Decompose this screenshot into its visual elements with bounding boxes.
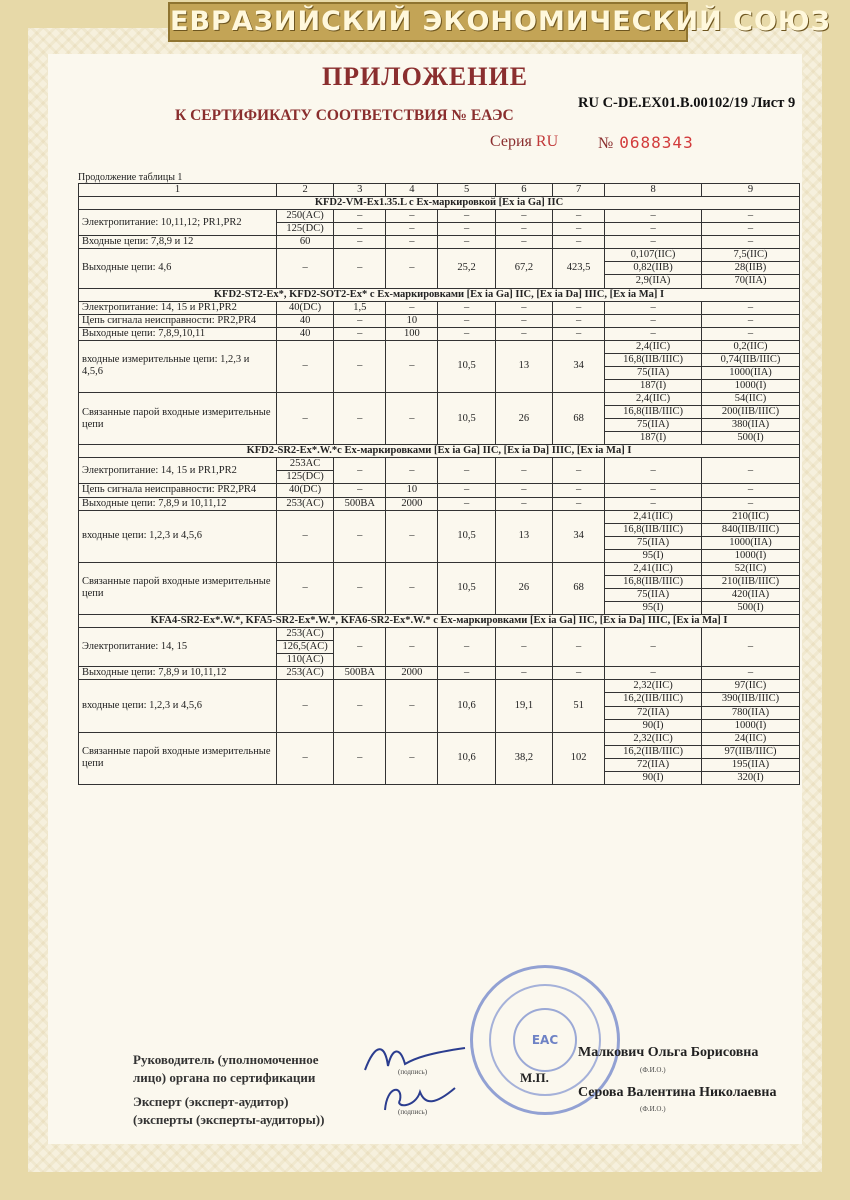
table-cell: – — [605, 210, 702, 223]
table-cell: 2,41(IIC) — [605, 510, 702, 523]
table-cell: 10 — [386, 314, 438, 327]
table-caption: Продолжение таблицы 1 — [78, 172, 183, 183]
table-cell: 0,74(IIB/IIIC) — [702, 353, 800, 366]
table-cell: – — [438, 497, 495, 510]
table-cell: 420(IIA) — [702, 588, 800, 601]
row-label: Связанные парой входные измерительные цепи — [79, 393, 277, 445]
table-cell: – — [334, 393, 386, 445]
table-cell: – — [495, 667, 552, 680]
table-cell: – — [605, 628, 702, 667]
table-row — [79, 301, 800, 314]
table-cell: 13 — [495, 510, 552, 562]
table-cell: – — [702, 667, 800, 680]
table-cell: – — [334, 510, 386, 562]
table-cell: 1000(IIA) — [702, 366, 800, 379]
table-cell: – — [495, 223, 552, 236]
table-cell: 253(AC) — [276, 497, 333, 510]
table-row — [79, 628, 800, 641]
table-cell: 25,2 — [438, 249, 495, 288]
table-cell: 380(IIA) — [702, 419, 800, 432]
table-row — [79, 249, 800, 262]
table-cell: 0,107(IIC) — [605, 249, 702, 262]
table-cell: 10 — [386, 484, 438, 497]
table-cell: – — [438, 314, 495, 327]
table-cell: – — [386, 393, 438, 445]
table-cell: – — [334, 327, 386, 340]
table-cell: 70(IIA) — [702, 275, 800, 288]
table-cell: 40 — [276, 327, 333, 340]
row-label: Электропитание: 10,11,12; PR1,PR2 — [79, 210, 277, 236]
table-cell: 200(IIB/IIIC) — [702, 406, 800, 419]
head-name: Малкович Ольга Борисовна — [578, 1045, 759, 1060]
number-label: № — [598, 135, 614, 152]
column-header-6: 6 — [495, 184, 552, 197]
table-cell: – — [438, 301, 495, 314]
table-cell: 16,8(IIB/IIIC) — [605, 353, 702, 366]
table-cell: – — [702, 484, 800, 497]
certificate-number: RU C-DE.EX01.B.00102/19 Лист 9 — [578, 95, 796, 111]
table-cell: 390(IIB/IIIC) — [702, 693, 800, 706]
table-cell: 90(I) — [605, 771, 702, 784]
table-row — [79, 393, 800, 406]
table-cell: – — [334, 340, 386, 392]
table-cell: – — [334, 210, 386, 223]
table-cell: 7,5(IIC) — [702, 249, 800, 262]
expert-signature-label — [133, 1093, 324, 1128]
table-cell: 40 — [276, 314, 333, 327]
table-cell: 26 — [495, 393, 552, 445]
table-cell: – — [334, 314, 386, 327]
expert-label-line-2: (эксперты (эксперты-аудиторы)) — [133, 1111, 325, 1127]
table-cell: 16,8(IIB/IIIC) — [605, 523, 702, 536]
column-header-5: 5 — [438, 184, 495, 197]
table-cell: – — [495, 314, 552, 327]
table-cell: – — [276, 732, 333, 784]
table-cell: 1000(I) — [702, 379, 800, 392]
table-cell: – — [553, 236, 605, 249]
table-cell: 1000(I) — [702, 549, 800, 562]
table-cell: 210(IIC) — [702, 510, 800, 523]
table-cell: – — [386, 628, 438, 667]
table-cell: – — [334, 680, 386, 732]
table-cell: – — [334, 562, 386, 614]
device-group-title: KFD2-VM-Ex1.35.L с Ex-маркировкой [Ex ia Ga] IIC — [79, 197, 800, 210]
table-row — [79, 484, 800, 497]
table-cell: – — [495, 210, 552, 223]
table-cell: 16,8(IIB/IIIC) — [605, 406, 702, 419]
table-cell: 2000 — [386, 667, 438, 680]
group-row — [79, 197, 800, 210]
table-cell: – — [605, 667, 702, 680]
table-cell: 72(IIA) — [605, 758, 702, 771]
table-cell: 195(IIA) — [702, 758, 800, 771]
column-header-1: 1 — [79, 184, 277, 197]
table-cell: – — [605, 327, 702, 340]
table-cell: – — [702, 314, 800, 327]
table-cell: 26 — [495, 562, 552, 614]
table-cell: – — [386, 236, 438, 249]
table-cell: 320(I) — [702, 771, 800, 784]
table-cell: – — [553, 667, 605, 680]
row-label: Электропитание: 14, 15 — [79, 628, 277, 667]
table-cell: – — [495, 458, 552, 484]
table-row — [79, 327, 800, 340]
column-header-7: 7 — [553, 184, 605, 197]
table-cell: 253AC — [276, 458, 333, 471]
table-cell: 40(DC) — [276, 301, 333, 314]
table-cell: – — [605, 484, 702, 497]
table-cell: 500BA — [334, 667, 386, 680]
table-cell: – — [276, 393, 333, 445]
table-cell: 38,2 — [495, 732, 552, 784]
series-value: RU — [535, 133, 559, 150]
table-cell: – — [553, 223, 605, 236]
number-value: 0688343 — [619, 133, 694, 152]
table-cell: – — [553, 497, 605, 510]
table-cell: 210(IIB/IIIC) — [702, 575, 800, 588]
table-cell: 10,6 — [438, 732, 495, 784]
table-cell: – — [334, 628, 386, 667]
table-row — [79, 497, 800, 510]
table-cell: 68 — [553, 562, 605, 614]
table-cell: 187(I) — [605, 379, 702, 392]
table-cell: 500BA — [334, 497, 386, 510]
table-cell: – — [702, 301, 800, 314]
table-cell: 423,5 — [553, 249, 605, 288]
table-cell: 250(AC) — [276, 210, 333, 223]
head-signature-caption: (подпись) — [398, 1068, 428, 1076]
table-cell: 2000 — [386, 497, 438, 510]
row-label: Выходные цепи: 7,8,9 и 10,11,12 — [79, 497, 277, 510]
row-label: Цепь сигнала неисправности: PR2,PR4 — [79, 484, 277, 497]
table-cell: – — [702, 236, 800, 249]
table-cell: 126,5(AC) — [276, 641, 333, 654]
group-row — [79, 445, 800, 458]
table-cell: – — [334, 236, 386, 249]
table-cell: – — [334, 458, 386, 484]
table-cell: 54(IIC) — [702, 393, 800, 406]
table-cell: – — [605, 314, 702, 327]
table-cell: 500(I) — [702, 602, 800, 615]
stamp-core: EAC — [513, 1008, 577, 1072]
table-cell: – — [438, 628, 495, 667]
table-cell: 67,2 — [495, 249, 552, 288]
group-row — [79, 288, 800, 301]
table-cell: – — [553, 484, 605, 497]
table-cell: – — [438, 484, 495, 497]
table-cell: 90(I) — [605, 719, 702, 732]
row-label: входные цепи: 1,2,3 и 4,5,6 — [79, 510, 277, 562]
table-cell: – — [495, 236, 552, 249]
table-row — [79, 562, 800, 575]
table-cell: – — [386, 562, 438, 614]
table-cell: 34 — [553, 510, 605, 562]
table-cell: 2,32(IIC) — [605, 732, 702, 745]
table-cell: 2,4(IIC) — [605, 393, 702, 406]
row-label: Связанные парой входные измерительные цепи — [79, 732, 277, 784]
table-cell: 110(AC) — [276, 654, 333, 667]
table-cell: 125(DC) — [276, 223, 333, 236]
table-cell: – — [386, 210, 438, 223]
table-cell: – — [276, 680, 333, 732]
table-cell: – — [386, 249, 438, 288]
table-cell: 2,4(IIC) — [605, 340, 702, 353]
row-label: Цепь сигнала неисправности: PR2,PR4 — [79, 314, 277, 327]
table-cell: – — [553, 628, 605, 667]
table-row — [79, 667, 800, 680]
table-cell: – — [276, 562, 333, 614]
table-cell: 10,5 — [438, 340, 495, 392]
table-cell: 100 — [386, 327, 438, 340]
table-cell: – — [438, 210, 495, 223]
table-cell: – — [702, 327, 800, 340]
table-cell: 253(AC) — [276, 667, 333, 680]
table-cell: – — [553, 314, 605, 327]
group-row — [79, 615, 800, 628]
table-cell: 10,5 — [438, 393, 495, 445]
table-cell: – — [553, 458, 605, 484]
table-cell: 1,5 — [334, 301, 386, 314]
table-cell: 34 — [553, 340, 605, 392]
seal-place-label: М.П. — [520, 1070, 549, 1085]
table-cell: – — [276, 340, 333, 392]
table-cell: 2,32(IIC) — [605, 680, 702, 693]
table-cell: 75(IIA) — [605, 419, 702, 432]
head-label-line-2: лицо) органа по сертификации — [133, 1069, 316, 1085]
device-group-title: KFD2-SR2-Ex*.W.*с Ex-маркировками [Ex ia Ga] IIC, [Ex ia Da] IIIC, [Ex ia Ma] I — [79, 445, 800, 458]
table-cell: 75(IIA) — [605, 366, 702, 379]
table-cell: – — [495, 628, 552, 667]
table-row — [79, 510, 800, 523]
table-cell: – — [386, 223, 438, 236]
head-signature-label — [133, 1051, 319, 1086]
table-cell: – — [702, 497, 800, 510]
table-cell: – — [702, 458, 800, 484]
table-cell: 10,5 — [438, 562, 495, 614]
table-cell: 10,6 — [438, 680, 495, 732]
table-cell: 97(IIB/IIIC) — [702, 745, 800, 758]
table-cell: – — [386, 340, 438, 392]
expert-fio-caption: (Ф.И.О.) — [640, 1105, 666, 1113]
expert-name: Серова Валентина Николаевна — [578, 1085, 777, 1100]
table-cell: – — [438, 223, 495, 236]
table-cell: – — [334, 484, 386, 497]
table-cell: – — [276, 249, 333, 288]
table-cell: – — [702, 210, 800, 223]
union-banner: ЕВРАЗИЙСКИЙ ЭКОНОМИЧЕСКИЙ СОЮЗ — [168, 2, 688, 42]
expert-label-line-1: Эксперт (эксперт-аудитор) — [133, 1094, 289, 1109]
row-label: входные измерительные цепи: 1,2,3 и 4,5,6 — [79, 340, 277, 392]
table-cell: 52(IIC) — [702, 562, 800, 575]
table-cell: 40(DC) — [276, 484, 333, 497]
table-cell: 60 — [276, 236, 333, 249]
table-cell: 10,5 — [438, 510, 495, 562]
column-header-8: 8 — [605, 184, 702, 197]
table-cell: 97(IIC) — [702, 680, 800, 693]
table-cell: – — [702, 223, 800, 236]
table-cell: – — [605, 301, 702, 314]
table-cell: 13 — [495, 340, 552, 392]
table-cell: 1000(I) — [702, 719, 800, 732]
table-cell: 75(IIA) — [605, 536, 702, 549]
table-cell: 780(IIA) — [702, 706, 800, 719]
table-row — [79, 732, 800, 745]
row-label: Выходные цепи: 4,6 — [79, 249, 277, 288]
page-title: ПРИЛОЖЕНИЕ — [321, 62, 529, 91]
table-cell: – — [386, 732, 438, 784]
table-row — [79, 210, 800, 223]
row-label: Связанные парой входные измерительные цепи — [79, 562, 277, 614]
table-cell: – — [605, 236, 702, 249]
table-cell: 16,8(IIB/IIIC) — [605, 575, 702, 588]
row-label: Входные цепи: 7,8,9 и 12 — [79, 236, 277, 249]
expert-signature-caption: (подпись) — [398, 1108, 428, 1116]
table-cell: – — [334, 732, 386, 784]
head-label-line-1: Руководитель (уполномоченное — [133, 1052, 319, 1067]
table-cell: 0,82(IIB) — [605, 262, 702, 275]
column-header-3: 3 — [334, 184, 386, 197]
table-cell: 95(I) — [605, 549, 702, 562]
table-cell: 16,2(IIB/IIIC) — [605, 693, 702, 706]
table-cell: 24(IIC) — [702, 732, 800, 745]
table-cell: 1000(IIA) — [702, 536, 800, 549]
table-cell: 253(AC) — [276, 628, 333, 641]
table-cell: – — [495, 327, 552, 340]
table-cell: – — [386, 458, 438, 484]
series-label-text: Серия — [490, 133, 532, 150]
table-row — [79, 680, 800, 693]
table-cell: – — [495, 301, 552, 314]
table-header-row — [79, 184, 800, 197]
row-label: входные цепи: 1,2,3 и 4,5,6 — [79, 680, 277, 732]
table-cell: 187(I) — [605, 432, 702, 445]
table-cell: – — [334, 223, 386, 236]
table-cell: – — [495, 497, 552, 510]
table-cell: 75(IIA) — [605, 588, 702, 601]
form-number — [598, 133, 694, 153]
table-cell: – — [553, 301, 605, 314]
table-cell: – — [495, 484, 552, 497]
head-fio-caption: (Ф.И.О.) — [640, 1066, 666, 1074]
table-row — [79, 340, 800, 353]
certificate-subtitle: К СЕРТИФИКАТУ СООТВЕТСТВИЯ № ЕАЭС — [175, 107, 514, 124]
table-cell: 68 — [553, 393, 605, 445]
table-cell: 2,41(IIC) — [605, 562, 702, 575]
device-group-title: KFA4-SR2-Ex*.W.*, KFA5-SR2-Ex*.W.*, KFA6-SR2-Ex*.W.* с Ex-маркировками [Ex ia Ga] IIC, [Ex ia Da] IIIC, [Ex ia Ma] I — [79, 615, 800, 628]
table-cell: – — [386, 510, 438, 562]
table-cell: 840(IIB/IIIC) — [702, 523, 800, 536]
table-cell: – — [276, 510, 333, 562]
row-label: Выходные цепи: 7,8,9,10,11 — [79, 327, 277, 340]
table-cell: 95(I) — [605, 602, 702, 615]
table-cell: 2,9(IIA) — [605, 275, 702, 288]
table-cell: 51 — [553, 680, 605, 732]
table-cell: – — [553, 327, 605, 340]
row-label: Электропитание: 14, 15 и PR1,PR2 — [79, 301, 277, 314]
parameters-table — [78, 183, 800, 785]
table-row — [79, 458, 800, 471]
table-cell: – — [553, 210, 605, 223]
table-cell: 16,2(IIB/IIIC) — [605, 745, 702, 758]
table-cell: 500(I) — [702, 432, 800, 445]
table-cell: – — [438, 236, 495, 249]
table-cell: – — [334, 249, 386, 288]
table-cell: – — [386, 301, 438, 314]
table-cell: – — [438, 667, 495, 680]
column-header-9: 9 — [702, 184, 800, 197]
device-group-title: KFD2-ST2-Ex*, KFD2-SOT2-Ex* с Ex-маркировками [Ex ia Ga] IIC, [Ex ia Da] IIIC, [Ex ia Ma] I — [79, 288, 800, 301]
table-cell: 19,1 — [495, 680, 552, 732]
column-header-2: 2 — [276, 184, 333, 197]
table-cell: – — [702, 628, 800, 667]
series-label — [490, 133, 558, 151]
table-cell: – — [605, 458, 702, 484]
table-cell: 125(DC) — [276, 471, 333, 484]
table-cell: – — [438, 327, 495, 340]
table-cell: – — [605, 497, 702, 510]
table-cell: 72(IIA) — [605, 706, 702, 719]
row-label: Выходные цепи: 7,8,9 и 10,11,12 — [79, 667, 277, 680]
table-row — [79, 236, 800, 249]
table-row — [79, 314, 800, 327]
row-label: Электропитание: 14, 15 и PR1,PR2 — [79, 458, 277, 484]
table-cell: – — [438, 458, 495, 484]
table-cell: 28(IIB) — [702, 262, 800, 275]
table-cell: 102 — [553, 732, 605, 784]
column-header-4: 4 — [386, 184, 438, 197]
table-cell: 0,2(IIC) — [702, 340, 800, 353]
table-cell: – — [386, 680, 438, 732]
table-cell: – — [605, 223, 702, 236]
